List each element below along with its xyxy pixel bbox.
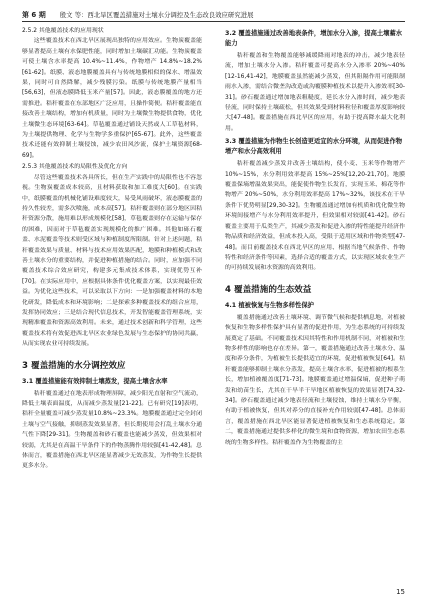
paragraph-other-mulch-status: 这些覆盖技术在西北旱区展现出独特的应用效应。生物炭覆盖能够显著提高土壤有水保肥性能，同时增加土壤碳汇功能。生物炭覆盖可使土壤含水率提高 10.4%~11.4%，作物增产 14.8%~18.2%[61-62]。纸膜、液态地膜覆盖具有与传统地膜相似的保水、增温效果，同时可自然降解，减少残膜污染。纸膜与传统地膜产量相当[56,63]，但液态膜降低玉米产量[57]。因此，液态膜覆盖的地方还需推进。秸秆覆盖在东部地区广泛应用，且操作简便。秸秆覆盖能直接改善土壤结构，增加有机质量，同时为土壤微生物提供食物，优化土壤微生态环境[63-64]。草毡覆盖通过铺设天然或人工草毡材料，为土壤提供物理、化学与生物学多重保护[65-67]。此外，这些覆盖技术还能有效抑制土壤侵蚀，减少农田风沙流，保护土壤资源[68-69]。	[22, 38, 202, 159]
running-header	[22, 8, 405, 22]
right-column	[225, 26, 405, 586]
running-title: 殷文 等：西北旱区覆盖措施对土壤水分调控及生态改良效应研究进展	[59, 11, 254, 19]
section-3-title: 3 覆盖措施的水分调控效应	[22, 360, 126, 371]
left-column	[22, 26, 202, 586]
section-3-3-title: 3.3 覆盖措施为作物生长创造更适宜的水分环境，从而促进作物增产和水分高效利用	[225, 138, 403, 156]
paragraph-evaporation: 秸秆覆盖通过在地表形成物理屏障，减少阳光直射和空气流动，降低土壤表面温度，从而减少蒸发量[21-22]。已有研究[19]表明，秸秆全量覆盖可减少蒸发量10.8%~23.3%。地膜覆盖通过完全封闭土壤与空气接触，抑制蒸发效果显著，但长期使用会打乱土壤水分通气性下降[29-31]。生物覆盖和砂石覆盖也能减少蒸发，但效果相对较弱，尤其是在高温干旱条件下的作物蒸腾作用较强[41-42,48]。总体而言，覆盖措施在西北旱区能显著减少无效蒸发，为作物生长提供更多水分。	[22, 390, 202, 470]
section-3-1-title: 3.1 覆盖措施能有效抑制土壤蒸发，提高土壤含水率	[22, 377, 168, 385]
page-number: 15	[396, 588, 405, 596]
issue-number: 第 6 期	[22, 10, 46, 19]
paragraph-limitations: 尽管这些覆盖技术各具所长，但在生产实践中的局限性也不容忽视。生物炭覆盖成本较高，且材料获取和加工难度大[60]。在实践中，纸膜覆盖的机械化铺设难度较大，易受风雨破坏，液态膜覆盖的持久性较差，需多次喷施，成本高[57]。秸秆覆盖则在部分地区因秸秆资源分散，施用难以形成规模化[58]，草毡覆盖则存在运输与保存的困难，因而对于草毡覆盖实现规模化的推广困难。其他如砾石覆盖、水泥覆盖等技术则受区域与种植制度所限制。针对上述问题，秸秆覆盖效果与质量、材料与技术应用效果匹配，地膜和种植模式和改善土壤水分的重要结构，并促进种植措施的结合。同时，应加强不同覆盖技术综合效应研究，构建多元集成技术体系，实现优势互补[70]。在实际应用中，应根据具体条件优化覆盖方案，以实现最佳效益。为优化这些技术，可以采取以下方向：一是加强覆盖材料的本地化研发，降低成本和环境影响；二是探索多种覆盖技术的组合应用，发挥协同效应；三是结合现代信息技术，开发智能覆盖管理系统，实现精准覆盖和资源高效利用。未来，通过技术创新和科学管理，这些覆盖技术将有效促进西北旱区农业绿色发展与生态保护的协同共赢，从而实现农业可持续发展。	[22, 174, 202, 348]
section-4-title: 4 覆盖措施的生态效益	[225, 284, 312, 295]
section-3-2-title: 3.2 覆盖措施通过改善地表条件，增加水分入渗，提高土壤蓄水能力	[225, 30, 403, 47]
section-4-1-title: 4.1 植被恢复与生物多样性保护	[225, 301, 314, 309]
section-2-5-3-title: 2.5.3 其他覆盖技术的局限性及优化方向	[22, 164, 128, 171]
section-2-5-2-title: 2.5.2 其他覆盖技术的应用现状	[22, 28, 104, 34]
paragraph-vegetation: 覆盖措施通过改善土壤环境、调节微气候和提供栖息地，对植被恢复和生物多样性保护具有显著的促进作用，为生态系统的可持续发展奠定了基础。不同覆盖技术因其特性和作用机制不同，对植被和生物多样性的影响也存在差异。第一，覆盖措施通过改善土壤水分、温度和养分条件，为植被生长提供适宜的环境，促进植被恢复[64]。秸秆覆盖能够抑制土壤水分蒸发，提高土壤含水率，促进植被的根系生长，增加植被覆盖度[71-73]。地膜覆盖通过增温保墒，促进种子萌发和幼苗生长，尤其在干旱半干旱地区植被恢复的效果显著[74,32-34]。砂石覆盖通过减少地表径流和土壤侵蚀，维持土壤水分平衡，有助于植被恢复，但其对养分的直接补充作用较弱[47-48]。总体而言，覆盖措施在西北旱区能显著促进植被恢复和生态系统稳定。第二，覆盖措施通过提供多样化的微生境和食物资源，增加农田生态系统的生物多样性。秸秆覆盖作为生物覆盖的主	[225, 314, 405, 446]
paragraph-infiltration: 秸秆覆盖和生物覆盖能够减缓降雨对地表的冲击，减少地表径流，增加土壤水分入渗。秸秆覆盖可提高水分入渗率 20%~40%[12-16,41-42]，地膜覆盖虽然能减少蒸发，但其阻隔作用可能限制雨水入渗，需结合微垄沟改造或沟覆膜种植技术以提升入渗效率[30-31]。砂石覆盖通过增加地表粗糙度，延长水分入渗时间，减少地表径流，同时保持土壤疏松，但其效果受到材料粒径和覆盖厚度影响较大[47-48]。覆盖措施在西北旱区的应用，有助于提高降水最大化利用。	[225, 53, 405, 132]
paragraph-yield-efficiency: 秸秆覆盖减少蒸发并改善土壤结构，使小麦、玉米等作物增产 10%~15%，水分利用效率提高 15%~25%[12,20-21,70]。地膜覆盖保墒增温效果突出，能促使作物生长发育，实现玉米、棉花等作物增产 20%~50%，水分利用效率提高 17%~32%，该技术在干旱条件下优势明显[29,30-32]。生物覆盖通过增加有机质和优化微生物环境间接增产与水分利用效率提升，但效果相对较弱[41-42]。砂石覆盖主要用于瓜类生产，其减少蒸发和促进入渗的特性能提升经济作物品质和经济效益，但成本投入高，受限于适用区域和作物类型[47-48]。而目前覆盖技术在西北旱区的应用、根据当地气候条件、作物特性和经济条件等因素，选择合适的覆盖方式，以实现区域农业生产的可持续发展和水资源的高效利用。	[225, 161, 405, 272]
